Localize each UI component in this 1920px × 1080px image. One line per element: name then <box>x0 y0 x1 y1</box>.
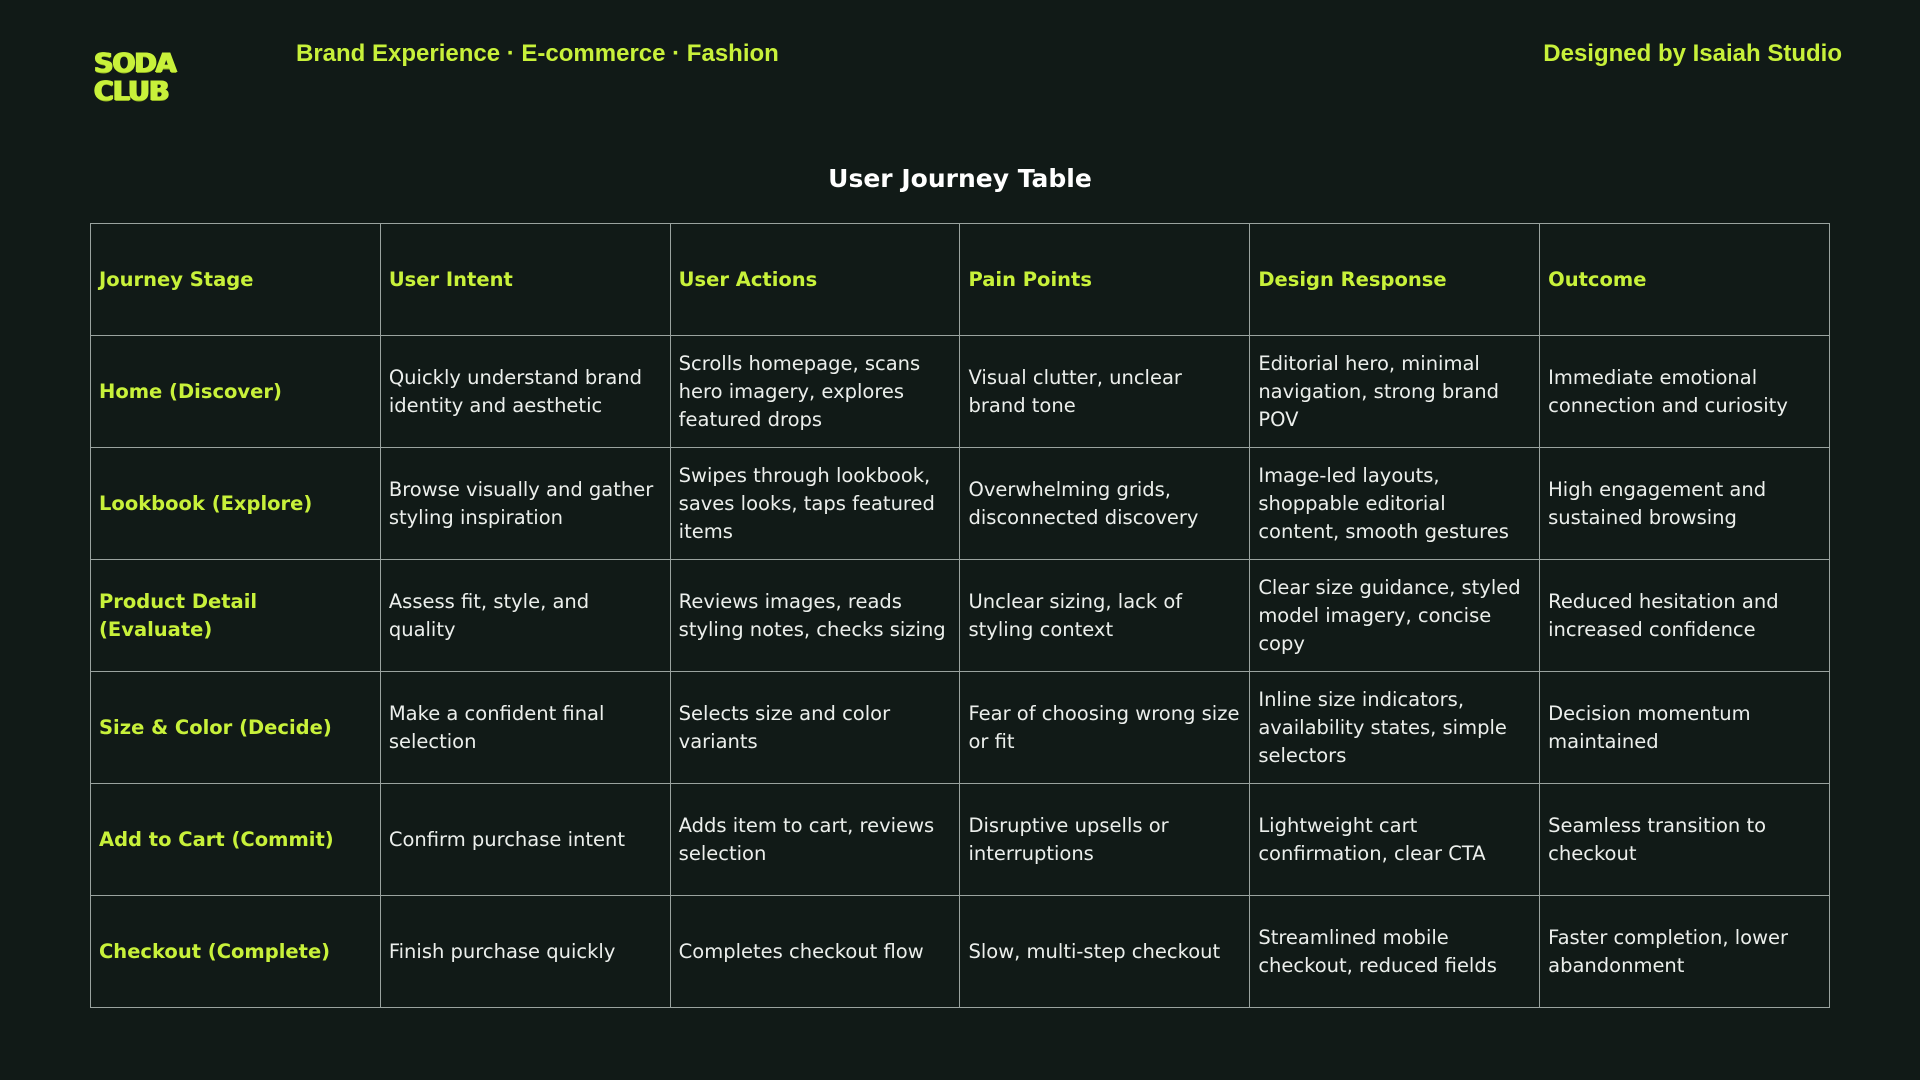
cell-outcome: High engagement and sustained browsing <box>1540 448 1830 560</box>
cell-user-actions: Swipes through lookbook, saves looks, taps featured items <box>670 448 960 560</box>
cell-pain-points: Unclear sizing, lack of styling context <box>960 560 1250 672</box>
table-row <box>91 448 1830 560</box>
cell-pain-points: Visual clutter, unclear brand tone <box>960 336 1250 448</box>
table-row <box>91 336 1830 448</box>
cell-outcome: Seamless transition to checkout <box>1540 784 1830 896</box>
cell-user-intent: Quickly understand brand identity and aesthetic <box>380 336 670 448</box>
table-row <box>91 896 1830 1008</box>
cell-user-intent: Browse visually and gather styling inspiration <box>380 448 670 560</box>
table-row <box>91 672 1830 784</box>
table-header-row <box>91 224 1830 336</box>
cell-user-actions: Reviews images, reads styling notes, checks sizing <box>670 560 960 672</box>
cell-pain-points: Overwhelming grids, disconnected discovery <box>960 448 1250 560</box>
page-title: User Journey Table <box>828 164 1092 193</box>
cell-design-response: Streamlined mobile checkout, reduced fields <box>1250 896 1540 1008</box>
cell-pain-points: Fear of choosing wrong size or fit <box>960 672 1250 784</box>
cell-journey-stage: Checkout (Complete) <box>91 896 381 1008</box>
cell-journey-stage: Home (Discover) <box>91 336 381 448</box>
cell-user-actions: Completes checkout flow <box>670 896 960 1008</box>
cell-outcome: Immediate emotional connection and curiosity <box>1540 336 1830 448</box>
header-user-actions: User Actions <box>670 224 960 336</box>
cell-pain-points: Disruptive upsells or interruptions <box>960 784 1250 896</box>
cell-design-response: Clear size guidance, styled model imagery, concise copy <box>1250 560 1540 672</box>
header-outcome: Outcome <box>1540 224 1830 336</box>
cell-user-actions: Scrolls homepage, scans hero imagery, explores featured drops <box>670 336 960 448</box>
cell-user-intent: Confirm purchase intent <box>380 784 670 896</box>
cell-outcome: Reduced hesitation and increased confidence <box>1540 560 1830 672</box>
header-design-response: Design Response <box>1250 224 1540 336</box>
cell-journey-stage: Size & Color (Decide) <box>91 672 381 784</box>
header-user-intent: User Intent <box>380 224 670 336</box>
cell-user-actions: Selects size and color variants <box>670 672 960 784</box>
table-row <box>91 784 1830 896</box>
table-row <box>91 560 1830 672</box>
cell-user-intent: Finish purchase quickly <box>380 896 670 1008</box>
logo-line-1: SODA <box>94 48 176 79</box>
cell-pain-points: Slow, multi-step checkout <box>960 896 1250 1008</box>
cell-outcome: Decision momentum maintained <box>1540 672 1830 784</box>
cell-journey-stage: Product Detail (Evaluate) <box>91 560 381 672</box>
cell-design-response: Lightweight cart confirmation, clear CTA <box>1250 784 1540 896</box>
cell-design-response: Editorial hero, minimal navigation, strong brand POV <box>1250 336 1540 448</box>
cell-user-intent: Assess fit, style, and quality <box>380 560 670 672</box>
header-journey-stage: Journey Stage <box>91 224 381 336</box>
cell-design-response: Inline size indicators, availability states, simple selectors <box>1250 672 1540 784</box>
brand-logo <box>94 50 184 106</box>
logo-line-2: CLUB <box>94 76 169 107</box>
cell-outcome: Faster completion, lower abandonment <box>1540 896 1830 1008</box>
cell-user-actions: Adds item to cart, reviews selection <box>670 784 960 896</box>
cell-journey-stage: Add to Cart (Commit) <box>91 784 381 896</box>
designer-credit: Designed by Isaiah Studio <box>1543 40 1842 67</box>
header-pain-points: Pain Points <box>960 224 1250 336</box>
cell-design-response: Image-led layouts, shoppable editorial content, smooth gestures <box>1250 448 1540 560</box>
brand-tagline: Brand Experience · E-commerce · Fashion <box>296 40 779 67</box>
user-journey-table <box>90 223 1830 1008</box>
cell-user-intent: Make a confident final selection <box>380 672 670 784</box>
cell-journey-stage: Lookbook (Explore) <box>91 448 381 560</box>
